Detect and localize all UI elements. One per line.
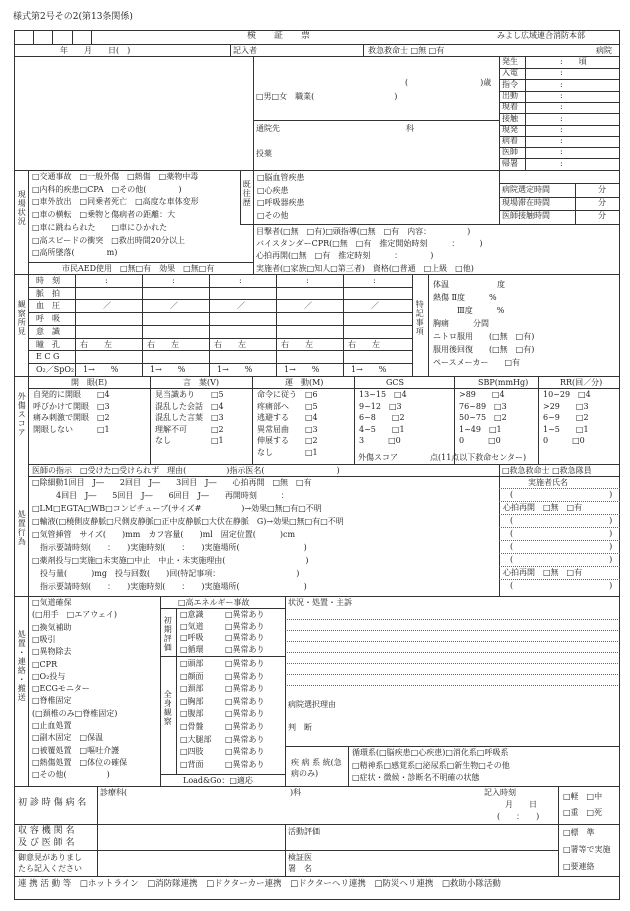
time-colon: : [306, 276, 309, 285]
initial-item[interactable]: □循環 [180, 644, 204, 654]
gcs-option[interactable]: 理解不可 □2 [155, 424, 224, 434]
aed-field[interactable]: 市民AED使用 □無□有 効果 □無□有 [62, 264, 215, 273]
row-line [499, 488, 620, 489]
gcs-option[interactable]: 伸展する □2 [257, 436, 318, 445]
disease-item[interactable]: □精神系□感覚系□泌尿系□新生物□その他 [352, 760, 510, 770]
initial-item[interactable]: □意識 [180, 610, 204, 619]
time-value[interactable]: : [560, 158, 563, 168]
treatment-item[interactable]: □除細動1回目 J― 2回目 J― 3回目 J― 心拍再開 □無 □有 [32, 478, 312, 487]
form-title: 検 証 票 [247, 31, 311, 41]
written-time[interactable]: ( ： ) [497, 812, 540, 821]
severity-row2[interactable]: □重 □死 [563, 808, 603, 817]
gcs-option[interactable]: 痛み刺激で開眼 □2 [33, 413, 110, 422]
load-go-checkbox[interactable]: Load&Go：□適応 [183, 776, 253, 785]
abnormal-checkbox[interactable]: □異常あり [225, 684, 265, 694]
treatment-item[interactable]: 4回目 J― 5回目 J― 6回目 J― 再開時刻 ： [32, 491, 289, 500]
gcs-option[interactable]: 逃避する □4 [257, 413, 318, 422]
hospital-label: 病院 [596, 46, 612, 55]
witness-item[interactable]: 目撃者(□無 □有)□頭指導(□無 □有 内容： ) [256, 227, 471, 236]
department-label: 科 [406, 124, 414, 133]
pupil-lr: 右 左 [147, 339, 179, 349]
duration-unit: 分 [598, 185, 606, 194]
scene-section-label: 現場状況 [17, 190, 27, 226]
staff-paren[interactable]: ( ) [510, 542, 613, 551]
time-value[interactable]: : [560, 90, 563, 100]
row-line [287, 619, 618, 620]
history-item[interactable]: □その他 [257, 211, 289, 221]
disease-title: 疾 病 系 統(急病のみ) [291, 758, 342, 779]
care-item[interactable]: (□用手 □エアウェイ) [32, 610, 118, 620]
row-line [28, 338, 412, 339]
abnormal-checkbox[interactable]: □異常あり [225, 696, 265, 706]
department-field[interactable]: 診療科( [100, 788, 128, 797]
vital-row-label: 呼 吸 [36, 314, 60, 324]
scene-item[interactable]: □高スピードの衝突 □救出時間20分以上 [32, 235, 185, 245]
col-line [209, 274, 210, 376]
time-label: 接触 [502, 113, 518, 123]
std-station[interactable]: □署等で実施 [563, 845, 611, 854]
severity-row1[interactable]: □軽 □中 [563, 792, 603, 801]
full-obs-label: 全身観察 [163, 690, 173, 726]
staff-paren[interactable]: ( ) [510, 490, 613, 499]
col-line [575, 183, 576, 224]
first-diagnosis-label: 初 診 時 傷 病 名 [18, 798, 87, 808]
time-label: 発生 [502, 57, 518, 66]
gcs-option[interactable]: 0 □0 [459, 436, 501, 445]
gcs-option[interactable]: 6~8 □2 [359, 413, 405, 422]
time-colon: : [373, 276, 376, 285]
treatment-section-label: 処置行為 [17, 510, 27, 546]
time-colon: : [105, 276, 108, 285]
col-line [538, 376, 539, 464]
std-standard[interactable]: □標 準 [563, 828, 595, 837]
gcs-option[interactable]: 呼びかけて開眼 □3 [33, 401, 110, 411]
pupil-lr: 右 左 [214, 339, 246, 349]
abnormal-checkbox[interactable]: □異常あり [225, 621, 265, 631]
row-line [28, 388, 620, 389]
row-line [28, 350, 412, 351]
row-line [287, 663, 618, 664]
abnormal-checkbox[interactable]: □異常あり [225, 709, 265, 719]
staff-checkbox[interactable]: □救急救命士 □救急隊員 [502, 466, 592, 475]
gcs-option[interactable]: >89 □4 [459, 390, 505, 399]
note-item[interactable]: 熱傷 Ⅱ度 % [433, 293, 497, 302]
gcs-option[interactable]: 9~12 □3 [359, 401, 402, 411]
department-suffix: )科 [290, 788, 302, 797]
organization: みよし広域連合消防本部 [497, 31, 585, 40]
row-line [499, 514, 620, 515]
row-line [499, 527, 620, 528]
resume-field[interactable]: 心拍再開 □無 □有 [503, 503, 583, 512]
o2-value[interactable]: 1→ % [83, 364, 119, 374]
staff-name-label: 実施者氏名 [528, 478, 568, 487]
written-time-label: 記入時刻 [484, 788, 516, 797]
emt-checkbox[interactable]: 救急救命士 □無 □有 [368, 46, 445, 55]
gcs-head: SBP(mmHg) [478, 378, 529, 387]
full-obs-item[interactable]: □背面 [180, 759, 204, 769]
time-value[interactable]: : 頃 [560, 57, 587, 66]
gcs-head: GCS [386, 378, 404, 387]
time-label: 現発 [502, 124, 518, 134]
time-colon: : [172, 276, 175, 285]
bp-slash: ／ [103, 301, 111, 311]
abnormal-checkbox[interactable]: □異常あり [225, 722, 265, 731]
vital-row-label: O₂／SpO₂ [36, 364, 75, 374]
care-item[interactable]: □換気補助 [32, 622, 72, 632]
abnormal-checkbox[interactable]: □異常あり [225, 734, 265, 744]
gcs-option[interactable]: 13~15 □4 [359, 390, 407, 399]
gcs-option[interactable]: 見当識あり □5 [155, 390, 224, 399]
scene-item[interactable]: □車の横転 □乗物と傷病者の距離：大 [32, 210, 176, 220]
resume-field[interactable]: 心拍再開 □無 □有 [503, 568, 583, 577]
gcs-option[interactable]: 混乱した会話 □4 [155, 401, 224, 411]
full-obs-item[interactable]: □四肢 [180, 747, 204, 757]
staff-paren[interactable]: ( ) [510, 529, 613, 538]
facility-label-2: 及 び 医 師 名 [18, 838, 75, 848]
staff-paren[interactable]: ( ) [510, 516, 613, 525]
bp-slash: ／ [237, 301, 245, 311]
scene-item[interactable]: □内科的疾患□CPA □その他( ) [32, 184, 182, 194]
col-line [150, 376, 151, 464]
row-line [499, 501, 620, 502]
care-item[interactable]: □O₂投与 [32, 671, 66, 681]
initial-item[interactable]: □呼吸 [180, 633, 204, 642]
notes-label: 特記事項 [415, 300, 425, 336]
time-label: 指令 [502, 79, 518, 89]
gcs-option[interactable]: >29 □3 [543, 401, 589, 411]
treatment-item[interactable]: □薬剤投与□実施□未実施□中止 中止・未実施理由( ) [32, 556, 309, 565]
row-line [499, 540, 620, 541]
hospital-to-label: 通院先 [256, 124, 280, 133]
time-value[interactable]: : [560, 136, 563, 146]
gcs-option[interactable]: 異常屈曲 □3 [257, 424, 318, 434]
row-line [287, 630, 618, 631]
gcs-option[interactable]: 0 □0 [543, 436, 585, 445]
note-item[interactable]: 服用後回復 (□無 □有) [433, 345, 535, 354]
gcs-option[interactable]: 1~49 □1 [459, 424, 502, 434]
duration-label: 現場滞在時間 [502, 198, 550, 207]
scene-item[interactable]: □車に跳ねられた □車にひかれた [32, 222, 168, 232]
note-item[interactable]: 体温 度 [433, 280, 505, 289]
vital-row-label: 瞳 孔 [36, 339, 60, 349]
row-line [499, 579, 620, 580]
row-line [499, 553, 620, 554]
vital-row-label: E C G [36, 352, 60, 362]
gcs-option[interactable]: なし □1 [257, 447, 318, 457]
col-line [252, 376, 253, 464]
row-line [28, 312, 412, 313]
time-value[interactable]: : [560, 124, 563, 134]
scene-item[interactable]: □車外放出 □同乗者死亡 □高度な車体変形 [32, 197, 199, 207]
abnormal-checkbox[interactable]: □異常あり [225, 671, 265, 681]
treatment-item[interactable]: □輸液(□橈側皮静脈□尺側皮静脈□正中皮静脈□大伏在静脈 G)→効果□無□有□不明 [32, 517, 344, 526]
opinion-label-1: 御意見がありまし [18, 853, 82, 862]
row-line [499, 566, 620, 567]
care-item[interactable]: □異物除去 [32, 647, 72, 657]
col-line [276, 274, 277, 376]
care-item[interactable]: □熱傷処置 □体位の確保 [32, 757, 128, 767]
note-item[interactable]: 胸痛 分間 [433, 319, 489, 328]
care-item[interactable]: □副木固定 □保温 [32, 733, 104, 743]
high-energy-checkbox[interactable]: □高エネルギー事故 [178, 598, 250, 607]
activity-eval-label: 活動評価 [288, 827, 320, 836]
gcs-option[interactable]: 3 □0 [359, 436, 401, 445]
full-obs-item[interactable]: □胸部 [180, 696, 204, 706]
recorder-label: 記入者 [233, 46, 257, 55]
care-item[interactable]: □ECGモニター [32, 684, 90, 694]
row-line [287, 641, 618, 642]
history-item[interactable]: □呼吸器疾患 [257, 198, 305, 208]
care-item[interactable]: □その他( ) [32, 770, 110, 780]
date-field[interactable]: 年 月 日( ) [60, 46, 131, 55]
vital-row-label: 脈 拍 [36, 288, 60, 298]
col-line [454, 376, 455, 464]
gcs-head: 運 動(M) [285, 378, 324, 387]
verifier-label-1: 検証医 [288, 853, 312, 862]
vitals-section-label: 観察所見 [17, 300, 27, 336]
row-line [28, 287, 412, 288]
vital-row-label: 血 圧 [36, 301, 60, 311]
history-item[interactable]: □心疾患 [257, 185, 289, 195]
facility-label-1: 収 容 機 関 名 [18, 826, 75, 836]
o2-value[interactable]: 1→ % [351, 364, 387, 374]
scene-item[interactable]: □高所墜落( m) [32, 248, 118, 258]
col-line [343, 274, 344, 376]
time-label: 帰署 [502, 158, 518, 168]
bp-slash: ／ [170, 301, 178, 311]
time-colon: : [239, 276, 242, 285]
staff-paren[interactable]: ( ) [510, 555, 613, 564]
scene-item[interactable]: □交通事故 □一般外傷 □熱傷 □薬物中毒 [32, 172, 199, 181]
opinion-label-2: たら記入ください [18, 864, 82, 873]
o2-value[interactable]: 1→ % [150, 364, 186, 374]
o2-value[interactable]: 1→ % [284, 364, 320, 374]
cooperation-row[interactable]: 連 携 活 動 等 □ホットライン □消防隊連携 □ドクターカー連携 □ドクターヘリ連携 □防災ヘリ連携 □救助小隊活動 [18, 879, 501, 889]
disease-item[interactable]: 循環系(□脳疾患□心疾患)□消化系□呼吸系 [352, 748, 509, 757]
time-value[interactable]: : [560, 113, 563, 123]
time-value[interactable]: : [560, 79, 563, 89]
staff-paren[interactable]: ( ) [510, 581, 613, 590]
form-number: 様式第2号その2(第13条関係) [13, 12, 133, 22]
care-item[interactable]: □気道確保 [32, 598, 72, 607]
time-label: 現着 [502, 102, 518, 112]
gcs-option[interactable]: 4~5 □1 [359, 424, 405, 434]
time-value[interactable]: : [560, 102, 563, 112]
gcs-option[interactable]: 76~89 □3 [459, 401, 507, 411]
initial-item[interactable]: □気道 [180, 621, 204, 631]
full-obs-item[interactable]: □大腿部 [180, 734, 212, 744]
abnormal-checkbox[interactable]: □異常あり [225, 633, 265, 642]
treatment-item[interactable]: □気管挿管 サイズ( )mm カフ容量( )ml 固定位置( )cm [32, 530, 296, 539]
treatment-item[interactable]: 指示要請時刻( ： )実施時刻( ： )実施場所( ) [32, 543, 307, 552]
gcs-option[interactable]: 命令に従う □6 [257, 390, 318, 399]
initial-eval-label: 初期評価 [163, 616, 173, 652]
row-line [28, 299, 412, 300]
care-section-label: 処置・連絡・搬送 [17, 630, 27, 702]
gcs-head: RR(回／分) [560, 378, 603, 387]
abnormal-checkbox[interactable]: □異常あり [225, 644, 265, 654]
full-obs-item[interactable]: □腹部 [180, 709, 204, 719]
duration-label: 医師接触時間 [502, 211, 550, 220]
disease-item[interactable]: □症状・徴候・診断名不明確の状態 [352, 773, 480, 782]
treatment-item[interactable]: □LM□EGTA□WB□コンビチューブ(サイズ# )→効果□無□有□不明 [32, 504, 322, 513]
duration-unit: 分 [598, 198, 606, 207]
row-line [287, 685, 618, 686]
col-line [354, 376, 355, 464]
bp-slash: ／ [371, 301, 379, 311]
time-label: 出動 [502, 90, 518, 100]
row-line [28, 325, 412, 326]
time-label: 入電 [502, 68, 518, 78]
history-item[interactable]: □脳血管疾患 [257, 173, 305, 182]
note-item[interactable]: ニトロ服用 (□無 □有) [433, 332, 535, 341]
time-label: 病着 [502, 136, 518, 146]
treatment-item[interactable]: 指示要請時刻( ： )実施時刻( ： )実施場所( ) [32, 582, 307, 591]
verifier-label-2: 署 名 [288, 864, 312, 873]
care-item[interactable]: □止血処置 [32, 721, 72, 730]
std-contact[interactable]: □要連絡 [563, 862, 595, 871]
bp-slash: ／ [304, 301, 312, 311]
row-line [499, 183, 620, 184]
time-value[interactable]: : [560, 147, 563, 157]
abnormal-checkbox[interactable]: □異常あり [225, 759, 265, 769]
trauma-score[interactable]: 外傷スコア 点(11点以下救命センター) [358, 453, 527, 462]
abnormal-checkbox[interactable]: □異常あり [225, 747, 265, 757]
abnormal-checkbox[interactable]: □異常あり [225, 610, 265, 619]
full-obs-item[interactable]: □顔面 [180, 671, 204, 681]
abnormal-checkbox[interactable]: □異常あり [225, 659, 265, 668]
col-line [142, 274, 143, 376]
pupil-lr: 右 左 [281, 339, 313, 349]
gcs-option[interactable]: 10~29 □4 [543, 390, 591, 399]
row-line [287, 652, 618, 653]
care-item[interactable]: (□頚椎のみ□脊椎固定) [32, 708, 118, 718]
sex-occupation[interactable]: □男□女 職業( ) [256, 92, 398, 101]
judgement-label: 判 断 [288, 723, 312, 732]
time-label: 医師 [502, 147, 518, 157]
doctor-instruction[interactable]: 医師の指示 □受けた□受けられず 理由( )指示医名( ) [32, 466, 340, 475]
care-item[interactable]: □CPR [32, 659, 58, 669]
history-label: 既往歴 [242, 180, 252, 207]
gcs-option[interactable]: 疼痛部へ □5 [257, 401, 318, 411]
full-obs-item[interactable]: □骨盤 [180, 722, 204, 731]
performer-field[interactable]: 実施者(□家族□知人□第三者) 資格(□普通 □上級 □他) [256, 264, 474, 273]
gcs-head: 開 眼(E) [71, 378, 108, 387]
pupil-lr: 右 左 [80, 339, 112, 349]
care-item[interactable]: □脊椎固定 [32, 696, 72, 706]
duration-unit: 分 [598, 211, 606, 220]
treatment-item[interactable]: 投与量( )mg 投与回数( )回(特記事項： ) [32, 569, 300, 578]
duration-label: 病院選定時間 [502, 185, 550, 194]
vital-row-label: 意 識 [36, 326, 60, 336]
full-obs-item[interactable]: □頭部 [180, 659, 204, 668]
care-item[interactable]: □被覆処置 □嘔吐介護 [32, 745, 120, 755]
witness-item[interactable]: バイスタンダーCPR(□無 □有 推定開始時刻 ： ) [256, 239, 483, 248]
o2-value[interactable]: 1→ % [217, 364, 253, 374]
row-line [287, 674, 618, 675]
gcs-option[interactable]: なし □1 [155, 436, 224, 445]
gcs-option[interactable]: 自発的に開眼 □4 [33, 390, 110, 399]
gcs-section-label: 外傷スコア [17, 392, 27, 437]
gcs-option[interactable]: 50~75 □2 [459, 413, 507, 422]
medication-label: 投薬 [256, 149, 272, 158]
gcs-option[interactable]: 混乱した言葉 □3 [155, 413, 224, 422]
status-label: 状況・処置・主訴 [288, 598, 352, 607]
selection-reason-label: 病院選択理由 [288, 700, 336, 709]
gcs-option[interactable]: 開眼しない □1 [33, 424, 110, 434]
pupil-lr: 右 左 [348, 339, 380, 349]
witness-item[interactable]: 心拍再開(□無 □有 推定時刻 ： ) [256, 251, 434, 260]
written-date[interactable]: 月 日 [505, 800, 537, 809]
vital-row-label: 時 刻 [36, 276, 60, 285]
note-item[interactable]: Ⅲ度 % [433, 306, 505, 315]
care-item[interactable]: □吸引 [32, 634, 56, 644]
time-value[interactable]: : [560, 68, 563, 78]
age-field[interactable]: ( )歳 [405, 78, 492, 87]
gcs-head: 言 葉(V) [183, 378, 220, 387]
gcs-option[interactable]: 1~5 □1 [543, 424, 589, 434]
row-line [28, 363, 412, 364]
full-obs-item[interactable]: □頚部 [180, 684, 204, 694]
note-item[interactable]: ペースメーカー □有 [433, 358, 520, 367]
gcs-option[interactable]: 6~9 □2 [543, 413, 589, 422]
